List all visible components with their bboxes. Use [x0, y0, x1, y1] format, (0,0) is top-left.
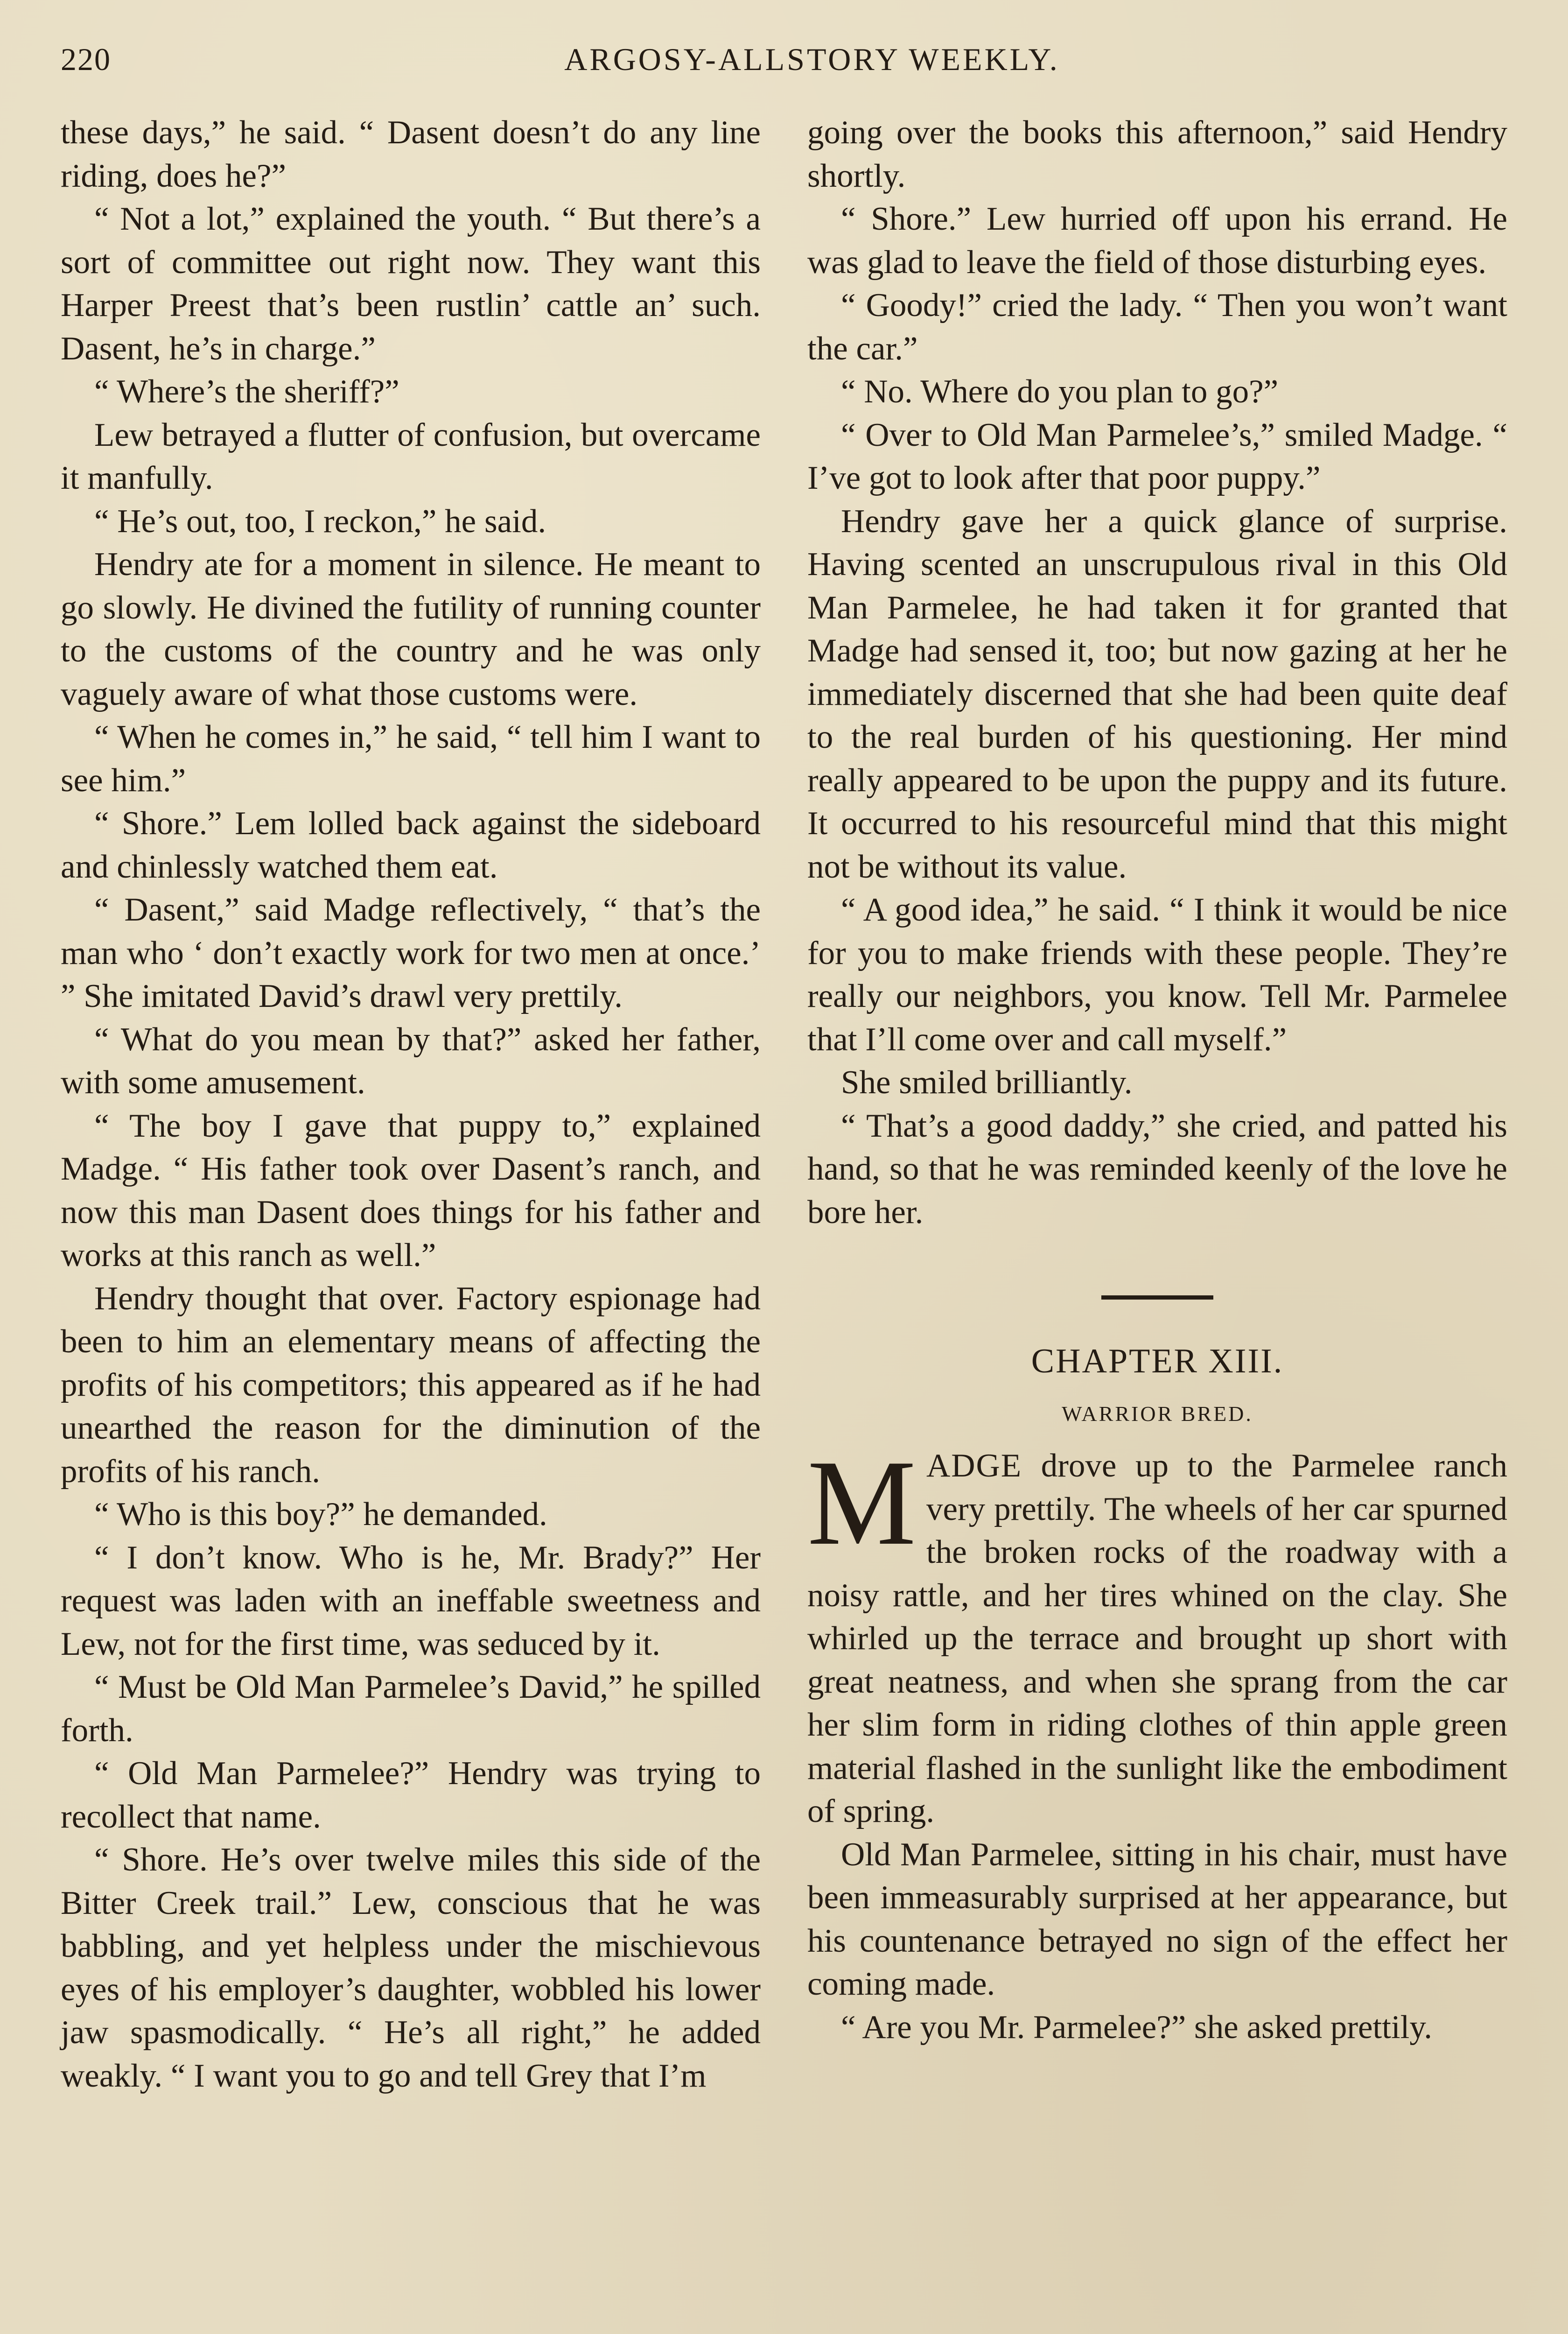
page-header	[61, 41, 1507, 97]
chapter-subtitle: WARRIOR BRED.	[1062, 1402, 1253, 1426]
right-column	[807, 111, 1507, 2097]
opening-text: drove up to the Parmelee ranch very prettily. The wheels of her car spurned the broken rocks of the roadway with a noisy rattle, and her tires whined on the clay. She whirled up the terrace and brought up short with great neatness, and when she sprang from the car her slim form in riding clothes of thin apple green material flashed in the sunlight like the embodiment of spring.	[807, 1448, 1507, 1829]
paragraph: “ Dasent,” said Madge reflectively, “ that’s the man who ‘ don’t exactly work for two men at once.’ ” She imitated David’s drawl very prettily.	[61, 892, 761, 1014]
paragraph: “ Where’s the sheriff?”	[94, 373, 399, 410]
section-divider-rule	[1101, 1295, 1213, 1300]
paragraph: Hendry ate for a moment in silence. He meant to go slowly. He divined the futility of running counter to the customs of the country and he was only vaguely aware of what those customs were.	[61, 546, 761, 712]
paragraph: Hendry gave her a quick glance of surprise. Having scented an unscrupulous rival in this Old Man Parmelee, he had taken it for granted that Madge had sensed it, too; but now gazing at her he immediately discerned that she had been quite deaf to the real burden of his questioning. Her mind really appeared to be upon the puppy and its future. It occurred to his resourceful mind that this might not be without its value.	[807, 503, 1507, 885]
paragraph: “ The boy I gave that puppy to,” explained Madge. “ His father took over Dasent’s ranch, and now this man Dasent does things for his father and works at this ranch as well.”	[61, 1107, 761, 1273]
paragraph: “ Goody!” cried the lady. “ Then you won’t want the car.”	[807, 287, 1507, 367]
paragraph: “ Who is this boy?” he demanded.	[94, 1496, 547, 1533]
paragraph: “ Shore.” Lem lolled back against the sideboard and chinlessly watched them eat.	[61, 805, 761, 885]
paragraph: going over the books this afternoon,” said Hendry shortly.	[807, 114, 1507, 194]
chapter-opening-paragraph	[807, 1435, 1507, 1833]
paragraph: “ What do you mean by that?” asked her father, with some amusement.	[61, 1021, 761, 1101]
paragraph: “ Shore. He’s over twelve miles this side of the Bitter Creek trail.” Lew, conscious that he was babbling, and yet helpless under the mischievous eyes of his employer’s daughter, wobbled his lower jaw spasmodically. “ He’s all right,” he added weakly. “ I want you to go and tell Grey that I’m	[61, 1842, 761, 2094]
paragraph: “ Must be Old Man Parmelee’s David,” he spilled forth.	[61, 1669, 761, 1749]
paragraph: “ He’s out, too, I reckon,” he said.	[94, 503, 546, 540]
running-head: ARGOSY-ALLSTORY WEEKLY.	[564, 42, 1060, 77]
chapter-title: CHAPTER XIII.	[1031, 1342, 1284, 1380]
paragraph: Hendry thought that over. Factory espionage had been to him an elementary means of affecting the profits of his competitors; this appeared as if he had unearthed the reason for the diminution of the profits of his ranch.	[61, 1280, 761, 1490]
paragraph: “ I don’t know. Who is he, Mr. Brady?” Her request was laden with an ineffable sweetness and Lew, not for the first time, was seduced by it.	[61, 1539, 761, 1662]
paragraph: “ Shore.” Lew hurried off upon his errand. He was glad to leave the field of those disturbing eyes.	[807, 201, 1507, 281]
paragraph: “ Not a lot,” explained the youth. “ But there’s a sort of committee out right now. They want this Harper Preest that’s been rustlin’ cattle an’ such. Dasent, he’s in charge.”	[61, 201, 761, 367]
drop-cap: M	[807, 1435, 916, 1570]
paragraph: these days,” he said. “ Dasent doesn’t do any line riding, does he?”	[61, 114, 761, 194]
paragraph: Old Man Parmelee, sitting in his chair, must have been immeasurably surprised at her appearance, but his countenance betrayed no sign of the effect her coming made.	[807, 1836, 1507, 2002]
paragraph: “ No. Where do you plan to go?”	[841, 373, 1279, 410]
paragraph: “ That’s a good daddy,” she cried, and patted his hand, so that he was reminded keenly of the love he bore her.	[807, 1107, 1507, 1230]
left-column	[61, 111, 761, 2097]
paragraph: “ A good idea,” he said. “ I think it would be nice for you to make friends with these people. They’re really our neighbors, you know. Tell Mr. Parmelee that I’ll come over and call myself.”	[807, 892, 1507, 1058]
drop-cap-run: ADGE	[926, 1448, 1022, 1484]
paragraph: “ When he comes in,” he said, “ tell him I want to see him.”	[61, 719, 761, 799]
paragraph: “ Old Man Parmelee?” Hendry was trying to recollect that name.	[61, 1755, 761, 1835]
paragraph: “ Over to Old Man Parmelee’s,” smiled Madge. “ I’ve got to look after that poor puppy.”	[807, 416, 1507, 496]
page-number: 220	[61, 42, 111, 77]
paragraph: “ Are you Mr. Parmelee?” she asked prettily.	[841, 2009, 1433, 2046]
text-columns	[61, 111, 1507, 2097]
paragraph: She smiled brilliantly.	[841, 1064, 1133, 1101]
paragraph: Lew betrayed a flutter of confusion, but overcame it manfully.	[61, 416, 761, 496]
